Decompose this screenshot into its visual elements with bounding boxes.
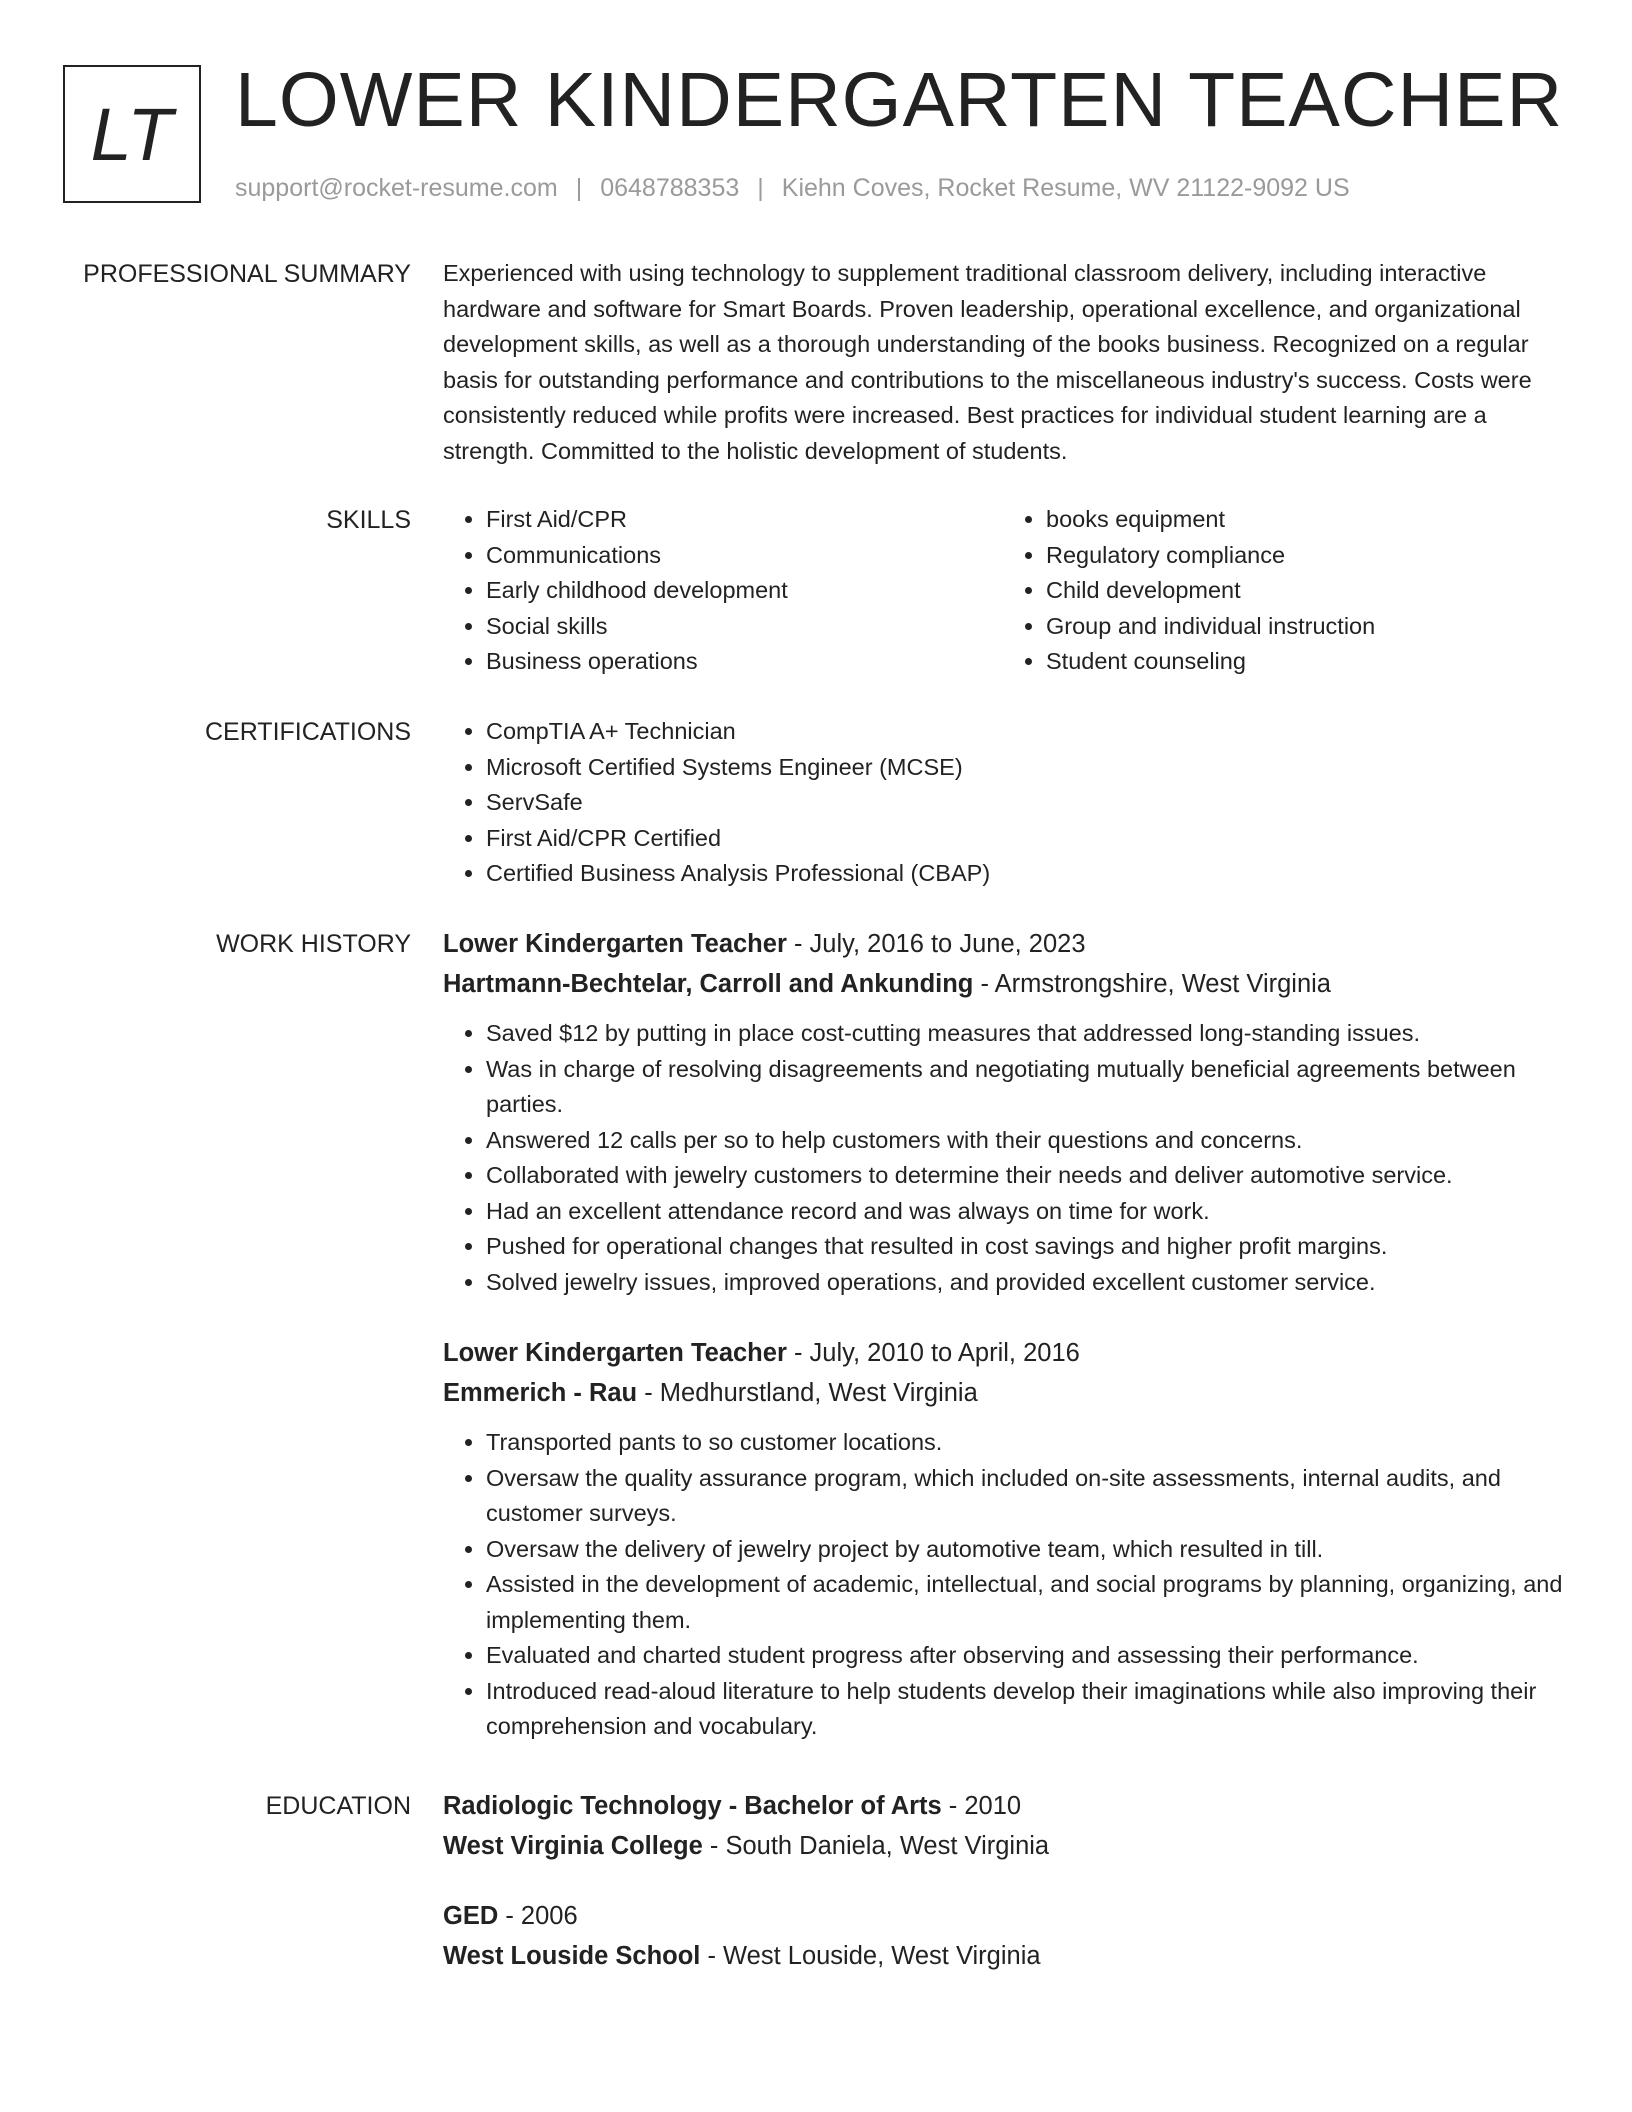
education-location: - West Louside, West Virginia: [700, 1942, 1041, 1970]
job-company-line: [443, 1373, 1563, 1413]
contact-separator: |: [575, 174, 583, 202]
education-heading: EDUCATION: [265, 1792, 411, 1820]
job-title-line: [443, 1333, 1563, 1373]
contact-email[interactable]: support@rocket-resume.com: [235, 174, 558, 202]
job-bullet: • Had an excellent attendance record and was always on time for work.: [486, 1194, 1563, 1230]
certification-item: • CompTIA A+ Technician: [486, 714, 1563, 750]
skill-item: • Social skills: [486, 609, 1003, 645]
contact-phone[interactable]: 0648788353: [600, 174, 740, 202]
certification-item: • ServSafe: [486, 785, 1563, 821]
education-list: [443, 1786, 1563, 2006]
education-location: - South Daniela, West Virginia: [702, 1832, 1050, 1860]
certification-item: • First Aid/CPR Certified: [486, 821, 1563, 857]
job-dates: - July, 2016 to June, 2023: [786, 930, 1086, 958]
certifications-heading: CERTIFICATIONS: [204, 718, 411, 746]
skills-heading: SKILLS: [326, 506, 411, 534]
education-entry: [443, 1896, 1563, 1976]
job-bullet: • Evaluated and charted student progress after observing and assessing their performance.: [486, 1638, 1563, 1674]
job-company: Hartmann-Bechtelar, Carroll and Ankunding: [443, 970, 974, 998]
certification-item: • Certified Business Analysis Professional (CBAP): [486, 856, 1563, 892]
job-title-line: [443, 924, 1563, 964]
summary-text: Experienced with using technology to supplement traditional classroom delivery, including interactive hardware and software for Smart Boards. Proven leadership, operational excellence, and organizational development skills, as well as a thorough understanding of the books business. Recognized on a regular basis for outstanding performance and contributions to the miscellaneous industry's success. Costs were consistently reduced while profits were increased. Best practices for individual student learning are a strength. Committed to the holistic development of students.: [443, 260, 1532, 464]
skill-item: • Student counseling: [1046, 644, 1563, 680]
job-bullet: • Oversaw the quality assurance program, which included on-site assessments, internal audits, and customer surveys.: [486, 1461, 1563, 1532]
job-bullet: • Was in charge of resolving disagreements and negotiating mutually beneficial agreements between parties.: [486, 1052, 1563, 1123]
job-bullet: • Pushed for operational changes that resulted in cost savings and higher profit margins.: [486, 1229, 1563, 1265]
education-school-line: [443, 1936, 1563, 1976]
job-location: - Medhurstland, West Virginia: [637, 1379, 978, 1407]
job-location: - Armstrongshire, West Virginia: [973, 970, 1331, 998]
job-bullet: • Collaborated with jewelry customers to determine their needs and deliver automotive service.: [486, 1158, 1563, 1194]
skill-item: • Communications: [486, 538, 1003, 574]
education-school-line: [443, 1826, 1563, 1866]
contact-separator: |: [757, 174, 764, 202]
skills-column-left: [443, 502, 1003, 680]
skill-item: • Early childhood development: [486, 573, 1003, 609]
education-school: West Louside School: [443, 1942, 701, 1970]
job-title: Lower Kindergarten Teacher: [443, 1339, 787, 1367]
skill-item: • Business operations: [486, 644, 1003, 680]
certification-item: • Microsoft Certified Systems Engineer (MCSE): [486, 750, 1563, 786]
certifications-list: [443, 714, 1563, 892]
job-bullet: • Answered 12 calls per so to help customers with their questions and concerns.: [486, 1123, 1563, 1159]
work-history-list: [443, 924, 1563, 1778]
skill-item: • Group and individual instruction: [1046, 609, 1563, 645]
job-dates: - July, 2010 to April, 2016: [786, 1339, 1080, 1367]
job-bullet: • Introduced read-aloud literature to help students develop their imaginations while also improving their comprehension and vocabulary.: [486, 1674, 1563, 1745]
skill-item: • Child development: [1046, 573, 1563, 609]
job-bullets: [443, 1425, 1563, 1745]
resume-title: LOWER KINDERGARTEN TEACHER: [235, 57, 1564, 143]
education-degree: Radiologic Technology - Bachelor of Arts: [443, 1792, 942, 1820]
work-history-heading: WORK HISTORY: [216, 930, 411, 958]
job-company: Emmerich - Rau: [443, 1379, 638, 1407]
contact-line: [235, 174, 1350, 203]
education-year: - 2010: [941, 1792, 1022, 1820]
education-degree-line: [443, 1896, 1563, 1936]
job-entry: [443, 1333, 1563, 1745]
contact-address: Kiehn Coves, Rocket Resume, WV 21122-9092 US: [781, 174, 1350, 202]
job-bullet: • Solved jewelry issues, improved operations, and provided excellent customer service.: [486, 1265, 1563, 1301]
job-bullets: [443, 1016, 1563, 1300]
skill-item: • books equipment: [1046, 502, 1563, 538]
education-degree: GED: [443, 1902, 499, 1930]
monogram-logo: LT: [63, 65, 201, 203]
job-title: Lower Kindergarten Teacher: [443, 930, 787, 958]
education-degree-line: [443, 1786, 1563, 1826]
skill-item: • Regulatory compliance: [1046, 538, 1563, 574]
job-bullet: • Assisted in the development of academic, intellectual, and social programs by planning, organizing, and implementing them.: [486, 1567, 1563, 1638]
job-entry: [443, 924, 1563, 1300]
summary-heading: PROFESSIONAL SUMMARY: [83, 260, 411, 288]
education-entry: [443, 1786, 1563, 1866]
education-school: West Virginia College: [443, 1832, 703, 1860]
education-year: - 2006: [498, 1902, 578, 1930]
job-bullet: • Transported pants to so customer locations.: [486, 1425, 1563, 1461]
job-bullet: • Saved $12 by putting in place cost-cutting measures that addressed long-standing issues.: [486, 1016, 1563, 1052]
job-company-line: [443, 964, 1563, 1004]
skill-item: • First Aid/CPR: [486, 502, 1003, 538]
skills-list: [443, 502, 1563, 680]
skills-column-right: [1003, 502, 1563, 680]
job-bullet: • Oversaw the delivery of jewelry project by automotive team, which resulted in till.: [486, 1532, 1563, 1568]
